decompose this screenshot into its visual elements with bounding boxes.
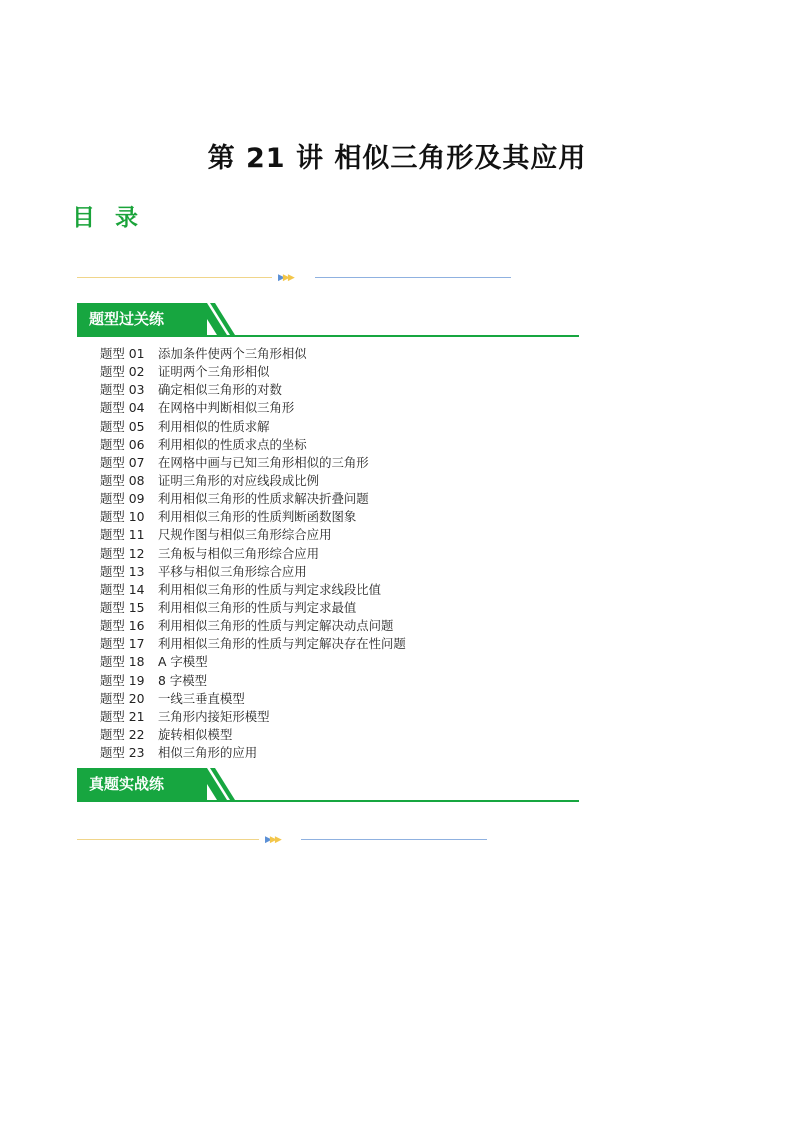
arrow-right-icon: ▶▶▶ [278,273,293,283]
toc-item[interactable]: 题型 14 利用相似三角形的性质与判定求线段比值 [100,581,382,597]
toc-item[interactable]: 题型 06 利用相似的性质求点的坐标 [100,436,307,452]
toc-item[interactable]: 题型 05 利用相似的性质求解 [100,418,270,434]
toc-item[interactable]: 题型 22 旋转相似模型 [100,726,233,742]
arrow-right-icon: ▶▶▶ [265,835,280,845]
toc-item[interactable]: 题型 11 尺规作图与相似三角形综合应用 [100,527,332,543]
toc-item[interactable]: 题型 07 在网格中画与已知三角形相似的三角形 [100,454,369,470]
stripe-decoration-icon [197,303,237,335]
toc-item[interactable]: 题型 02 证明两个三角形相似 [100,364,270,380]
toc-item[interactable]: 题型 23 相似三角形的应用 [100,745,258,761]
toc-item[interactable]: 题型 04 在网格中判断相似三角形 [100,400,295,416]
section-header-practice [77,303,579,337]
toc-item[interactable]: 题型 17 利用相似三角形的性质与判定解决存在性问题 [100,636,406,652]
toc-heading: 目 录 [72,205,145,231]
toc-item[interactable]: 题型 09 利用相似三角形的性质求解决折叠问题 [100,491,369,507]
stripe-decoration-icon [197,768,237,800]
toc-list [100,345,406,762]
toc-item[interactable]: 题型 08 证明三角形的对应线段成比例 [100,472,320,488]
toc-item[interactable]: 题型 16 利用相似三角形的性质与判定解决动点问题 [100,618,394,634]
toc-item[interactable]: 题型 03 确定相似三角形的对数 [100,382,282,398]
toc-item[interactable]: 题型 10 利用相似三角形的性质判断函数图象 [100,509,357,525]
section-label: 题型过关练 [77,303,207,335]
toc-item[interactable]: 题型 21 三角形内接矩形模型 [100,708,270,724]
top-divider [77,272,517,284]
toc-item[interactable]: 题型 18 A 字模型 [100,654,208,670]
toc-item[interactable]: 题型 20 一线三垂直模型 [100,690,245,706]
page-title: 第 21 讲 相似三角形及其应用 [207,143,587,174]
bottom-divider [77,834,517,846]
toc-item[interactable]: 题型 15 利用相似三角形的性质与判定求最值 [100,599,357,615]
section-label: 真题实战练 [77,768,207,800]
toc-item[interactable]: 题型 13 平移与相似三角形综合应用 [100,563,307,579]
toc-item[interactable]: 题型 01 添加条件使两个三角形相似 [100,346,307,361]
toc-item[interactable]: 题型 12 三角板与相似三角形综合应用 [100,545,320,561]
section-header-real-exam [77,768,579,802]
toc-item[interactable]: 题型 19 8 字模型 [100,672,207,688]
